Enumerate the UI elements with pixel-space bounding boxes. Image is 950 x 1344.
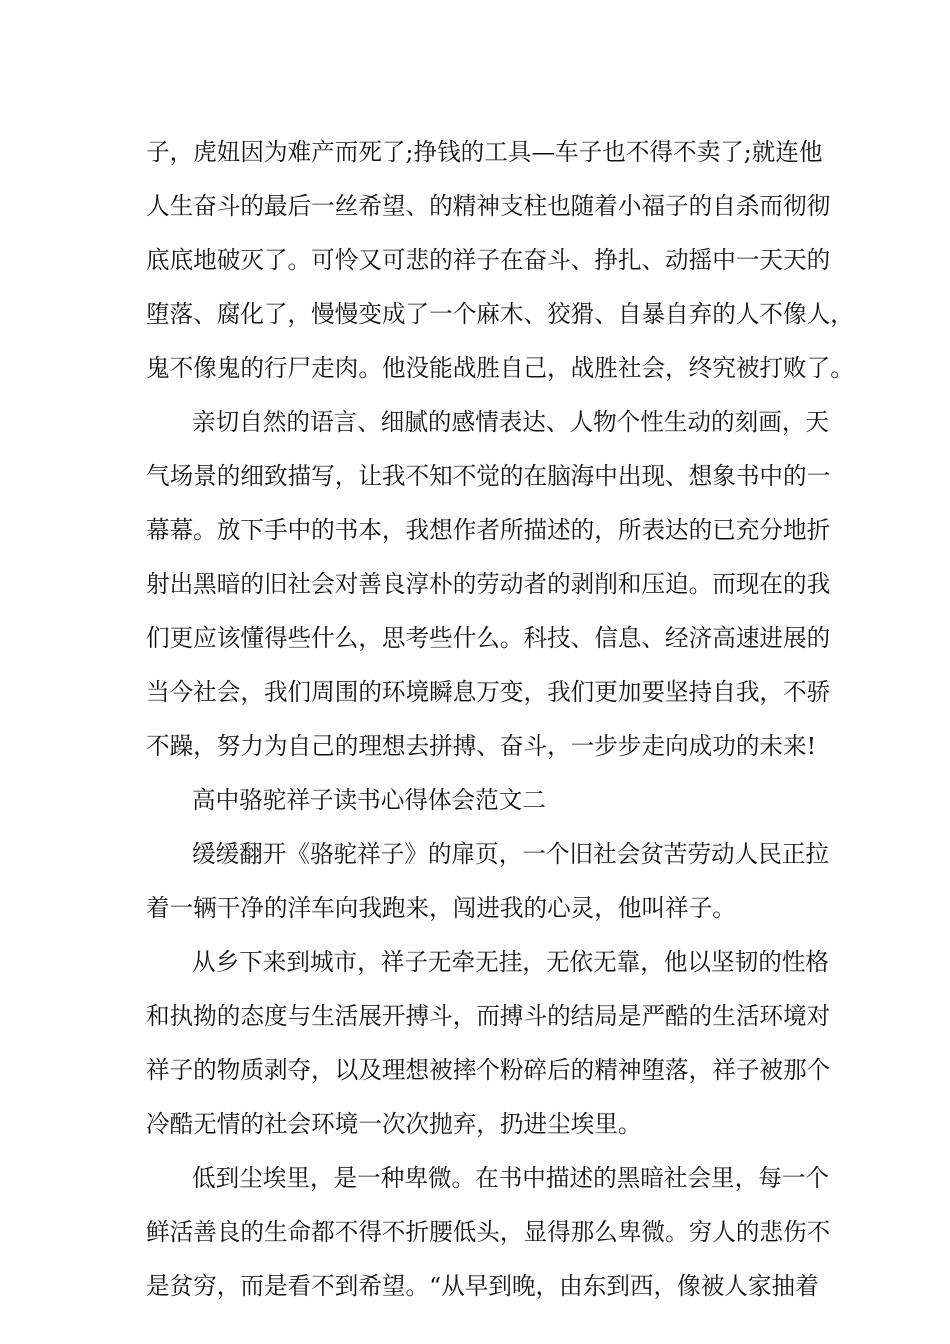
text-line: 和执拗的态度与生活展开搏斗，而搏斗的结局是严酷的生活环境对 [146,1002,831,1030]
text-line: 子，虎妞因为难产而死了;挣钱的工具—车子也不得不卖了;就连他 [146,138,823,166]
paragraph-first-line: 缓缓翻开《骆驼祥子》的扉页，一个旧社会贫苦劳动人民正拉 [192,840,830,868]
paragraph-first-line: 从乡下来到城市，祥子无牵无挂，无依无靠，他以坚韧的性格 [192,948,830,976]
text-line: 是贫穷，而是看不到希望。“从早到晚，由东到西，像被人家抽着 [146,1272,819,1300]
text-line: 鬼不像鬼的行尸走肉。他没能战胜自己，战胜社会，终究被打败了。 [146,354,854,382]
text-line: 不躁，努力为自己的理想去拼搏、奋斗，一步步走向成功的未来! [146,732,817,760]
section-heading: 高中骆驼祥子读书心得体会范文二 [192,786,546,814]
text-line: 祥子的物质剥夺，以及理想被摔个粉碎后的精神堕落，祥子被那个 [146,1056,831,1084]
text-line: 鲜活善良的生命都不得不折腰低头，显得那么卑微。穷人的悲伤不 [146,1218,831,1246]
text-line: 冷酷无情的社会环境一次次抛弃，扔进尘埃里。 [146,1110,642,1138]
paragraph-first-line: 亲切自然的语言、细腻的感情表达、人物个性生动的刻画，天 [192,408,830,436]
text-line: 底底地破灭了。可怜又可悲的祥子在奋斗、挣扎、动摇中一天天的 [146,246,831,274]
text-line: 当今社会，我们周围的环境瞬息万变，我们更加要坚持自我，不骄 [146,678,831,706]
text-line: 幕幕。放下手中的书本，我想作者所描述的，所表达的已充分地折 [146,516,831,544]
text-line: 人生奋斗的最后一丝希望、的精神支柱也随着小福子的自杀而彻彻 [146,192,831,220]
paragraph-first-line: 低到尘埃里，是一种卑微。在书中描述的黑暗社会里，每一个 [192,1164,830,1192]
text-line: 射出黑暗的旧社会对善良淳朴的劳动者的剥削和压迫。而现在的我 [146,570,831,598]
text-line: 们更应该懂得些什么，思考些什么。科技、信息、经济高速进展的 [146,624,831,652]
text-line: 堕落、腐化了，慢慢变成了一个麻木、狡猾、自暴自弃的人不像人， [146,300,854,328]
text-line: 气场景的细致描写，让我不知不觉的在脑海中出现、想象书中的一 [146,462,831,490]
text-line: 着一辆干净的洋车向我跑来，闯进我的心灵，他叫祥子。 [146,894,736,922]
